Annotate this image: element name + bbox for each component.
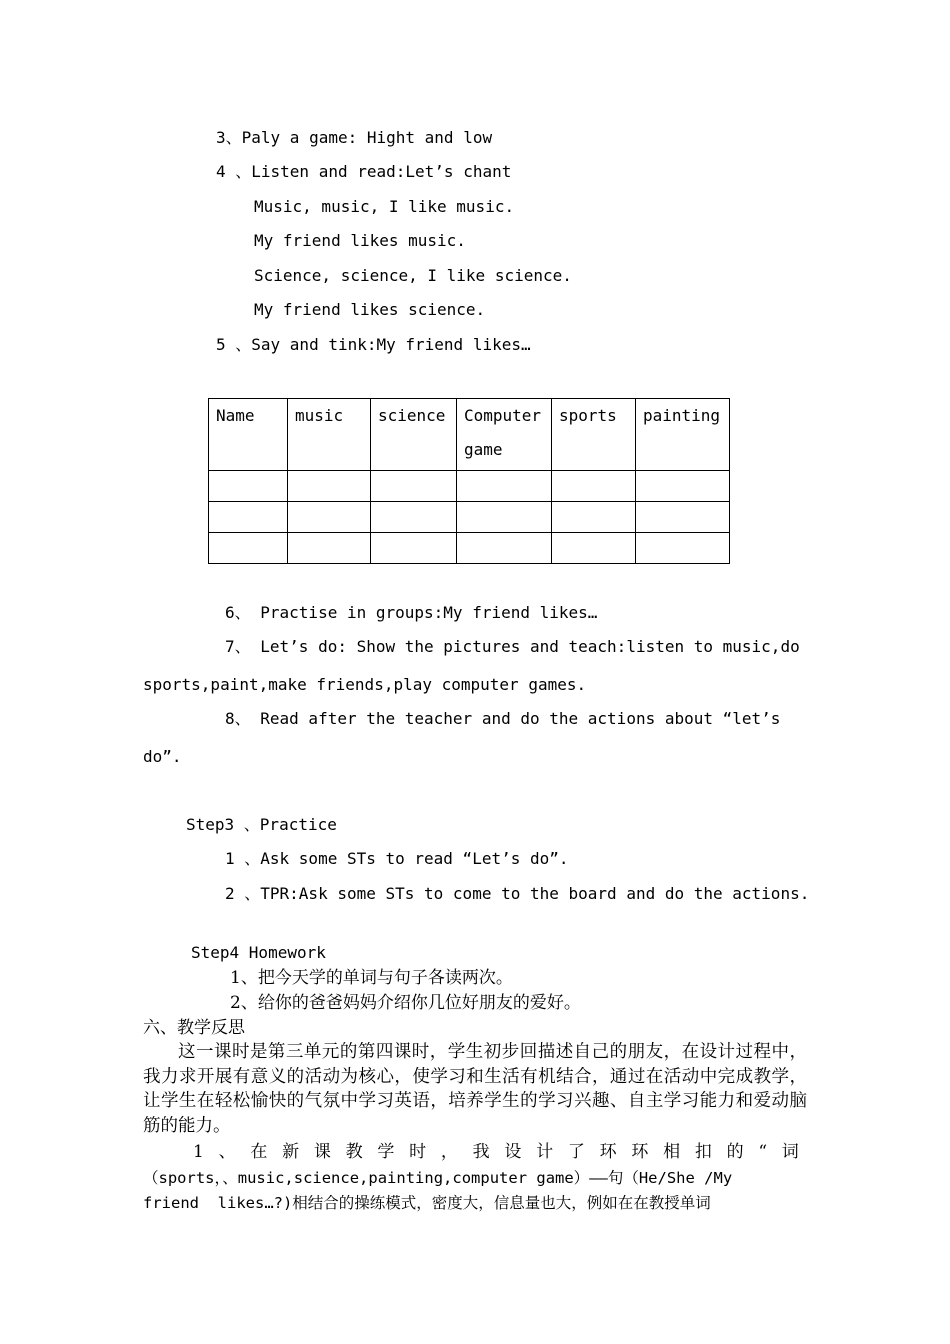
point-char: 时 [409, 1142, 427, 1162]
survey-table [208, 398, 730, 564]
step-item-3: 3、Paly a game: Hight and low [216, 128, 493, 147]
point-char: 1 [193, 1142, 204, 1162]
point-char: 扣 [694, 1142, 712, 1162]
table-row [209, 533, 730, 564]
table-row [209, 502, 730, 533]
step3-item-1: 1 、Ask some STs to read “Let’s do”. [225, 849, 569, 868]
step-item-4: 4 、Listen and read:Let’s chant [216, 162, 512, 181]
chant-line-1: Music, music, I like music. [254, 197, 515, 216]
chant-line-2: My friend likes music. [254, 231, 466, 250]
point-char: 的 [726, 1142, 744, 1162]
header-game-text: game [464, 440, 503, 459]
point-char: “ [758, 1142, 768, 1162]
point-char: 环 [599, 1142, 617, 1162]
step-item-8-line-1: 8、 Read after the teacher and do the actions about “let’s [225, 709, 781, 728]
step-item-7-line-1: 7、 Let’s do: Show the pictures and teach:listen to music,do [225, 637, 800, 656]
header-cell-sports: sports [552, 399, 636, 471]
step4-item-1: 1、把今天学的单词与句子各读两次。 [230, 968, 513, 988]
point-char: 相 [663, 1142, 681, 1162]
reflection-paragraph: 这一课时是第三单元的第四课时，学生初步回描述自己的朋友，在设计过程中，我力求开展有意义的活动为核心，使学习和生活有机结合，通过在活动中完成教学，让学生在轻松愉快的气氛中学习英语，培养学生的学习兴趣、自主学习能力和爱动脑筋的能力。 [143, 1042, 807, 1136]
header-cell-music: music [288, 399, 371, 471]
point-char: ， [440, 1142, 458, 1162]
step-item-8-line-2: do”. [143, 747, 182, 766]
step4-item-2: 2、给你的爸爸妈妈介绍你几位好朋友的爱好。 [230, 993, 581, 1013]
reflection-point-1-line-3: friend likes…?)相结合的操练模式，密度大，信息量也大，例如在在教授单词 [143, 1194, 711, 1212]
header-cell-science: science [371, 399, 457, 471]
header-cell-painting: painting [636, 399, 730, 471]
point-char: 教 [345, 1142, 363, 1162]
step3-item-2: 2 、TPR:Ask some STs to come to the board and do the actions. [225, 884, 810, 903]
table-header-row [209, 399, 730, 471]
reflection-title: 六、教学反思 [143, 1018, 245, 1038]
point-char: 在 [250, 1142, 268, 1162]
point-char: 我 [472, 1142, 490, 1162]
point-char: 、 [218, 1142, 236, 1162]
point-char: 词 [781, 1142, 799, 1162]
step4-title: Step4 Homework [191, 943, 326, 962]
chant-line-3: Science, science, I like science. [254, 266, 572, 285]
chant-line-4: My friend likes science. [254, 300, 486, 319]
point-char: 设 [504, 1142, 522, 1162]
table-row [209, 471, 730, 502]
header-cell-computer-game [457, 399, 552, 471]
step-item-7-line-2: sports,paint,make friends,play computer games. [143, 675, 587, 694]
step-item-6: 6、 Practise in groups:My friend likes… [225, 603, 598, 622]
point-char: 学 [377, 1142, 395, 1162]
header-cell-name: Name [209, 399, 288, 471]
point-char: 环 [631, 1142, 649, 1162]
reflection-point-1-line-2: （sports，、music,science,painting,computer game）——句（He/She /My [143, 1169, 733, 1187]
step3-title: Step3 、Practice [186, 815, 337, 834]
point-char: 计 [536, 1142, 554, 1162]
point-char: 新 [282, 1142, 300, 1162]
point-char: 课 [313, 1142, 331, 1162]
point-char: 了 [567, 1142, 585, 1162]
reflection-point-1-line-1 [193, 1140, 799, 1165]
header-computer-text: Computer [464, 406, 542, 425]
step-item-5: 5 、Say and tink:My friend likes… [216, 335, 531, 354]
